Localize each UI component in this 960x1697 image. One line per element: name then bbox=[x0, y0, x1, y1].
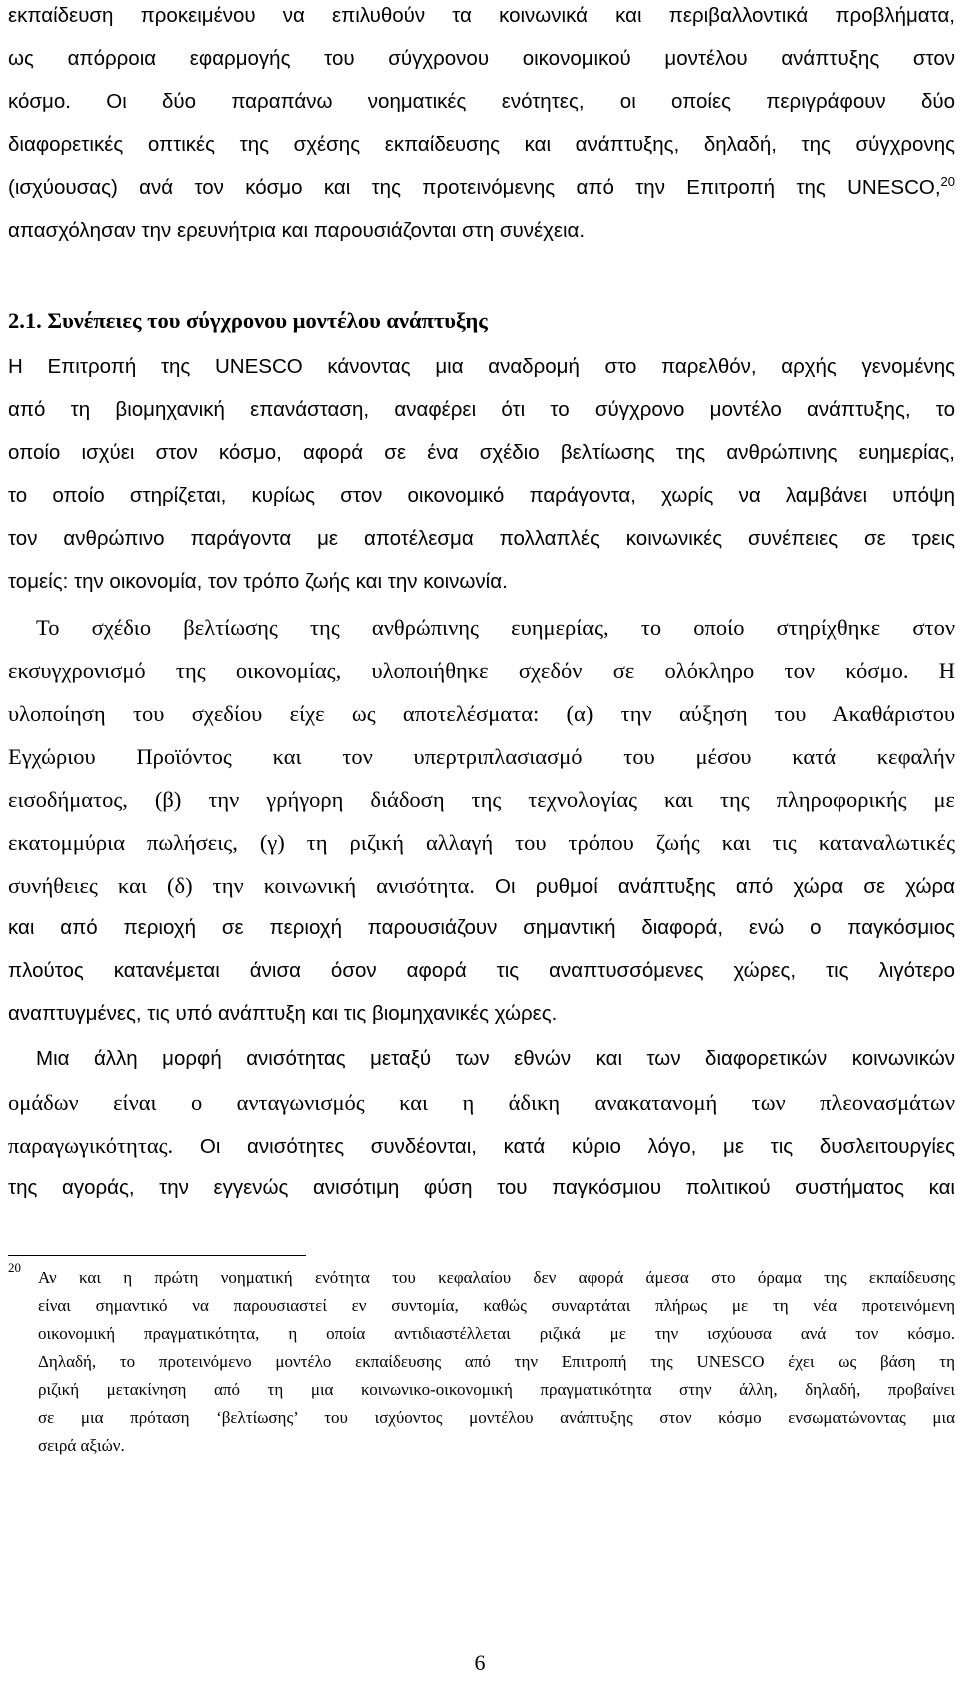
text-line: εκσυγχρονισμό της οικονομίας, υλοποιήθηκε σχεδόν σε ολόκληρο τον κόσμο. Η bbox=[8, 658, 955, 683]
text-line: εκατομμύρια πωλήσεις, (γ) τη ριζική αλλαγή του τρόπου ζωής και τις καταναλωτικές bbox=[8, 830, 955, 855]
footnote-reference: 20 bbox=[940, 174, 955, 189]
text-line: εισοδήματος, (β) την γρήγορη διάδοση της τεχνολογίας και της πληροφορικής με bbox=[8, 787, 955, 812]
text-line: πλούτος κατανέμεται άνισα όσον αφορά τις αναπτυσσόμενες χώρες, τις λιγότερο bbox=[8, 959, 955, 982]
footnote-line: οικονομική πραγματικότητα, η οποία αντιδιαστέλλεται ριζικά με την ισχύουσα ανά τον κόσμο. bbox=[38, 1324, 955, 1343]
footnote-separator bbox=[8, 1255, 306, 1256]
text-line: υλοποίηση του σχεδίου είχε ως αποτελέσματα: (α) την αύξηση του Ακαθάριστου bbox=[8, 701, 955, 726]
text-line: της αγοράς, την εγγενώς ανισότιμη φύση του παγκόσμιου πολιτικού συστήματος και bbox=[8, 1176, 955, 1199]
text-line: τον ανθρώπινο παράγοντα με αποτέλεσμα πολλαπλές κοινωνικές συνέπειες σε τρεις bbox=[8, 527, 955, 550]
text-line-mixed bbox=[8, 873, 955, 899]
text-line: απασχόλησαν την ερευνήτρια και παρουσιάζονται στη συνέχεια. bbox=[8, 219, 586, 242]
text-span: Οι ρυθμοί ανάπτυξης από χώρα σε χώρα bbox=[474, 875, 955, 898]
text-span: Οι ανισότητες συνδέονται, κατά κύριο λόγο, με τις δυσλειτουργίες bbox=[173, 1135, 955, 1158]
text-line: αναπτυγμένες, τις υπό ανάπτυξη και τις βιομηχανικές χώρες. bbox=[8, 1002, 558, 1025]
text-line: το οποίο στηρίζεται, κυρίως στον οικονομικό παράγοντα, χωρίς να λαμβάνει υπόψη bbox=[8, 484, 955, 507]
text-line: Η Επιτροπή της UNESCO κάνοντας μια αναδρομή στο παρελθόν, αρχής γενομένης bbox=[8, 355, 955, 378]
footnote-line: Δηλαδή, το προτεινόμενο μοντέλο εκπαίδευσης από την Επιτροπή της UNESCO έχει ως βάση τη bbox=[38, 1352, 955, 1371]
text-span: παραγωγικότητας. bbox=[8, 1133, 174, 1158]
text-line: από τη βιομηχανική επανάσταση, αναφέρει ότι το σύγχρονο μοντέλο ανάπτυξης, το bbox=[8, 398, 955, 421]
footnote-line: σειρά αξιών. bbox=[38, 1436, 125, 1455]
text-line-mixed bbox=[8, 1133, 955, 1159]
text-line: Το σχέδιο βελτίωσης της ανθρώπινης ευημερίας, το οποίο στηρίχθηκε στον bbox=[36, 615, 955, 640]
footnote-line: ριζική μετακίνηση από τη μια κοινωνικο-οικονομική πραγματικότητα στην άλλη, δηλαδή, προβαίνει bbox=[38, 1380, 955, 1399]
text-line: διαφορετικές οπτικές της σχέσης εκπαίδευσης και ανάπτυξης, δηλαδή, της σύγχρονης bbox=[8, 133, 955, 156]
text-line: Εγχώριου Προϊόντος και τον υπερτριπλασιασμό του μέσου κατά κεφαλήν bbox=[8, 744, 955, 769]
section-heading: 2.1. Συνέπειες του σύγχρονου μοντέλου ανάπτυξης bbox=[8, 308, 488, 333]
text-span: (ισχύουσας) ανά τον κόσμο και της προτεινόμενης από την Επιτροπή της UNESCO, bbox=[8, 176, 941, 199]
text-line-with-footnote-ref bbox=[8, 176, 955, 200]
footnote-number: 20 bbox=[8, 1260, 21, 1275]
text-line: τομείς: την οικονομία, τον τρόπο ζωής και την κοινωνία. bbox=[8, 570, 508, 593]
text-line: και από περιοχή σε περιοχή παρουσιάζουν σημαντική διαφορά, ενώ ο παγκόσμιος bbox=[8, 916, 955, 939]
text-line: οποίο ισχύει στον κόσμο, αφορά σε ένα σχέδιο βελτίωσης της ανθρώπινης ευημερίας, bbox=[8, 441, 955, 464]
footnote-line: σε μια πρόταση ‘βελτίωσης’ του ισχύοντος μοντέλου ανάπτυξης στον κόσμο ενσωματώνοντας μια bbox=[38, 1408, 955, 1427]
text-line: ως απόρροια εφαρμογής του σύγχρονου οικονομικού μοντέλου ανάπτυξης στον bbox=[8, 47, 955, 70]
footnote-line: Αν και η πρώτη νοηματική ενότητα του κεφαλαίου δεν αφορά άμεσα στο όραμα της εκπαίδευσης bbox=[38, 1268, 955, 1287]
text-span: συνήθειες και (δ) την κοινωνική ανισότητα. bbox=[8, 873, 475, 898]
text-line: κόσμο. Οι δύο παραπάνω νοηματικές ενότητες, οι οποίες περιγράφουν δύο bbox=[8, 90, 955, 113]
text-line: εκπαίδευση προκειμένου να επιλυθούν τα κοινωνικά και περιβαλλοντικά προβλήματα, bbox=[8, 4, 955, 27]
page-number: 6 bbox=[474, 1650, 486, 1675]
text-line: Μια άλλη μορφή ανισότητας μεταξύ των εθνών και των διαφορετικών κοινωνικών bbox=[36, 1047, 955, 1070]
footnote-line: είναι σημαντικό να παρουσιαστεί εν συντομία, καθώς συναρτάται πλήρως με τη νέα προτεινόμενη bbox=[38, 1296, 955, 1315]
text-line: ομάδων είναι ο ανταγωνισμός και η άδικη ανακατανομή των πλεονασμάτων bbox=[8, 1090, 955, 1115]
